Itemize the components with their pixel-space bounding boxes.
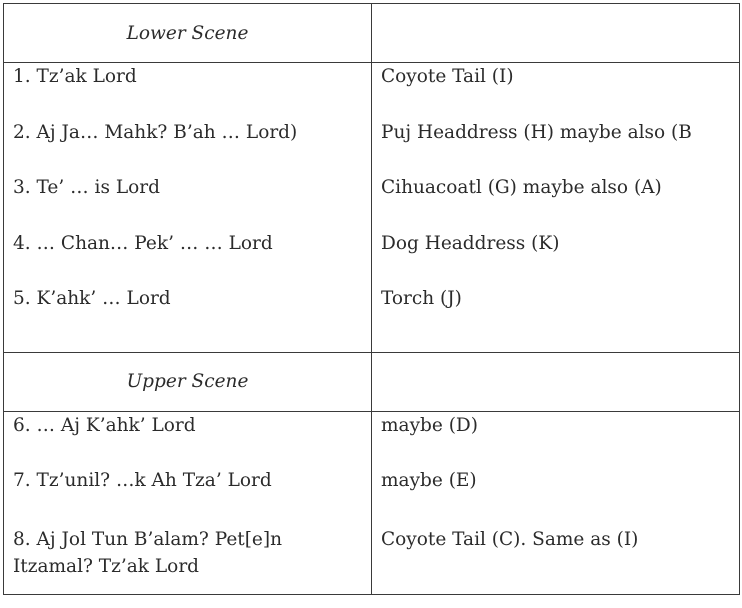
upper-scene-title: Upper Scene [4, 352, 372, 411]
upper-scene-header-row [4, 352, 740, 411]
upper-scene-names-cell [4, 411, 372, 594]
table-row-name: 7. Tz’unil? …k Ah Tza’ Lord [13, 470, 272, 491]
lower-scene-header-row [4, 4, 740, 63]
table-row-figure: Torch (J) [381, 288, 462, 309]
lower-scene-figures-cell [372, 63, 740, 353]
table-row-figure: Coyote Tail (I) [381, 66, 514, 87]
table-row-figure: Cihuacoatl (G) maybe also (A) [381, 177, 662, 198]
table-row-figure: Puj Headdress (H) maybe also (B [381, 121, 692, 143]
lower-scene-body-row [4, 63, 740, 353]
table-row-name: 8. Aj Jol Tun B’alam? Pet[e]n Itzamal? Tz’ak Lord [13, 528, 282, 577]
table-row-name: 6. … Aj K’ahk’ Lord [13, 414, 196, 436]
table-row-figure: Coyote Tail (C). Same as (I) [381, 528, 639, 550]
upper-scene-body-row [4, 411, 740, 594]
table-row-name: 2. Aj Ja… Mahk? B’ah … Lord) [13, 121, 298, 143]
table-row-name: 4. … Chan… Pek’ … … Lord [13, 232, 273, 254]
table-row-figure: maybe (D) [381, 414, 478, 436]
lords-table [3, 3, 740, 595]
lower-scene-names-cell [4, 63, 372, 353]
upper-scene-header-empty-cell [372, 352, 740, 411]
lower-scene-header-empty-cell [372, 4, 740, 63]
table-row-name: 3. Te’ … is Lord [13, 177, 160, 198]
table-row-name: 1. Tz’ak Lord [13, 66, 137, 87]
upper-scene-figures-cell [372, 411, 740, 594]
table-row-figure: maybe (E) [381, 470, 477, 491]
table-row-name: 5. K’ahk’ … Lord [13, 288, 171, 309]
table-row-figure: Dog Headdress (K) [381, 232, 560, 254]
lower-scene-title: Lower Scene [4, 4, 372, 63]
